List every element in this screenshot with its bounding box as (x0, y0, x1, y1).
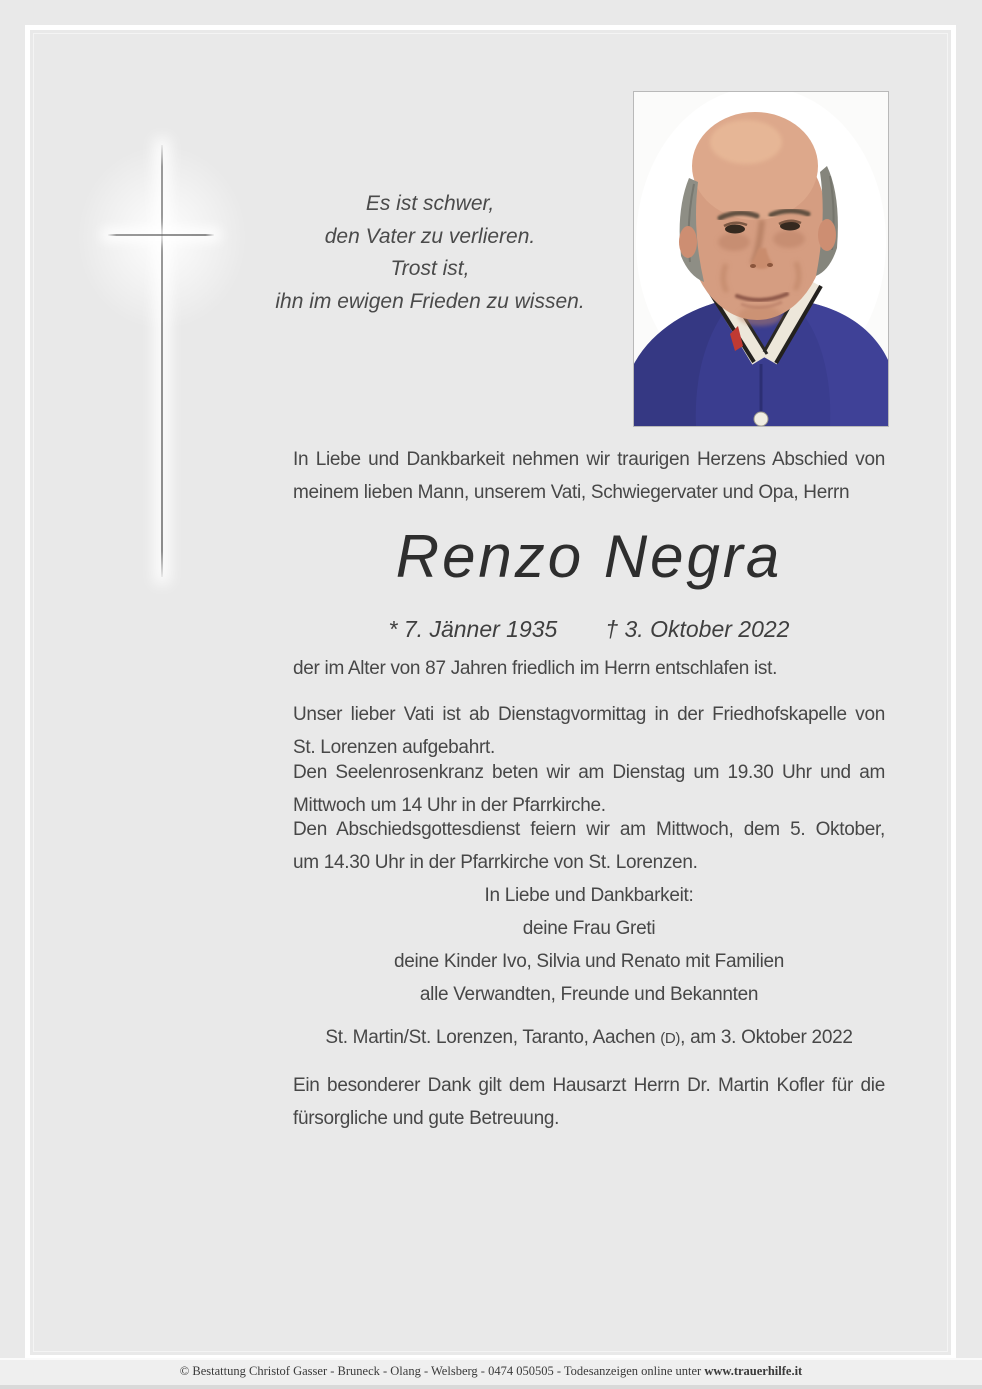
portrait-illustration (634, 92, 888, 426)
life-dates (293, 614, 885, 644)
portrait-photo (633, 91, 889, 427)
footer-bottom-edge (0, 1385, 982, 1389)
footer-text: © Bestattung Christof Gasser - Bruneck - Olang - Welsberg - 0474 050505 - Todesanzeigen online unter (179, 1364, 705, 1378)
condolence-poem: Es ist schwer, den Vater zu verlieren. Trost ist, ihn im ewigen Frieden zu wissen. (275, 192, 585, 313)
body-paragraph: Den Seelenrosenkranz beten wir am Dienstag um 19.30 Uhr und am Mittwoch um 14 Uhr in der Pfarrkirche. (293, 762, 885, 816)
place-date-suffix: , am 3. Oktober 2022 (680, 1027, 853, 1048)
death-date: † 3. Oktober 2022 (605, 616, 790, 642)
memorial-cross-icon (108, 234, 214, 236)
thanks-text: Ein besonderer Dank gilt dem Hausarzt Herrn Dr. Martin Kofler für die fürsorgliche und gute Betreuung. (293, 1075, 885, 1129)
body-paragraph: der im Alter von 87 Jahren friedlich im Herrn entschlafen ist. (293, 658, 778, 679)
footer-site-link: www.trauerhilfe.it (704, 1364, 803, 1378)
footer (0, 1358, 982, 1389)
deceased-name: Renzo Negra (395, 523, 783, 590)
place-date-line (293, 1021, 885, 1055)
country-code: (D) (660, 1030, 681, 1047)
intro-text: In Liebe und Dankbarkeit nehmen wir traurigen Herzens Abschied von meinem lieben Mann, unserem Vati, Schwiegervater und Opa, Herrn (293, 449, 885, 503)
body-paragraph: Unser lieber Vati ist ab Dienstagvormittag in der Friedhofskapelle von St. Lorenzen aufgebahrt. (293, 704, 885, 758)
body-paragraph: Den Abschiedsgottesdienst feiern wir am Mittwoch, dem 5. Oktober, um 14.30 Uhr in der Pfarrkirche von St. Lorenzen. (293, 819, 885, 873)
mourners-list: In Liebe und Dankbarkeit: deine Frau Greti deine Kinder Ivo, Silvia und Renato mit Familien alle Verwandten, Freunde und Bekannten (393, 885, 785, 1005)
memorial-cross-icon (161, 145, 163, 577)
place-date-prefix: St. Martin/St. Lorenzen, Taranto, Aachen (325, 1027, 661, 1048)
birth-date: * 7. Jänner 1935 (388, 616, 558, 642)
